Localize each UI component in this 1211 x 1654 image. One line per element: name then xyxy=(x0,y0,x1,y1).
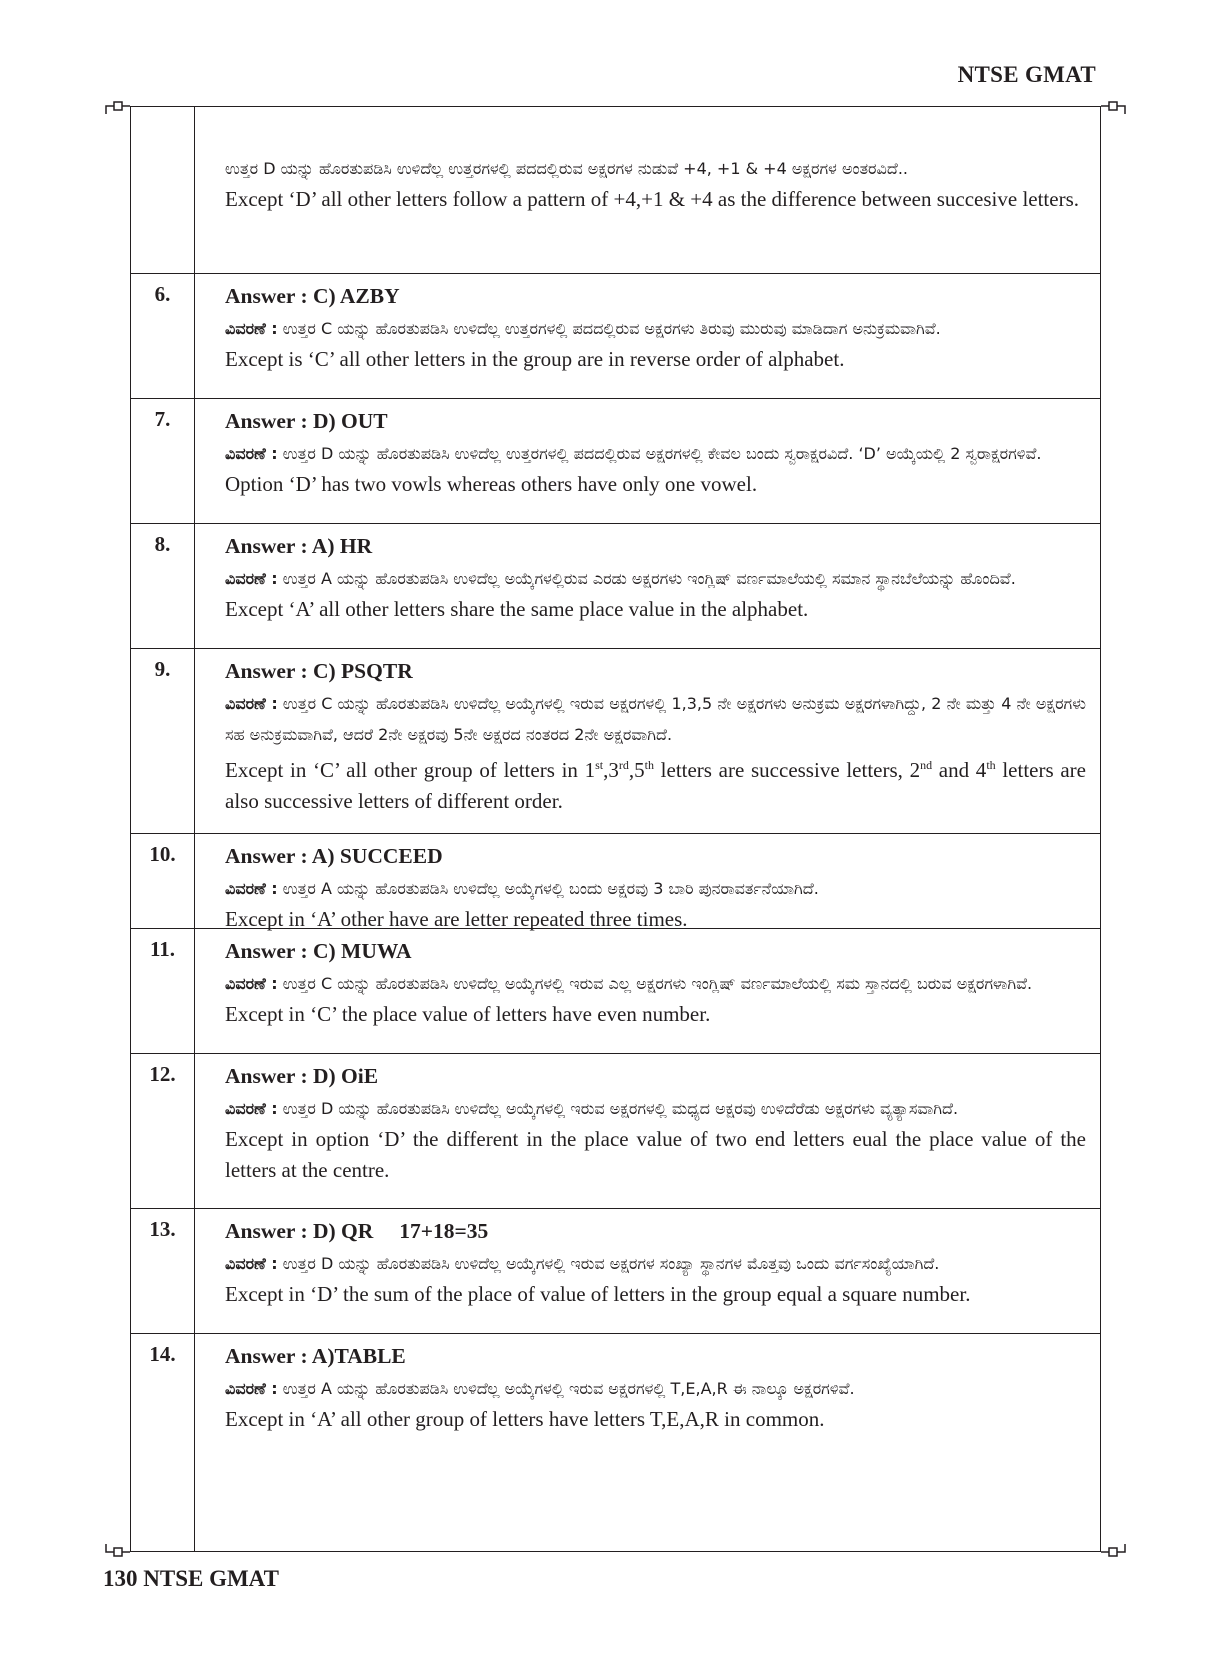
explanation-text: ಉತ್ತರ D ಯನ್ನು ಹೊರತುಪಡಿಸಿ ಉಳಿದೆಲ್ಲ ಅಯ್ಕೆಗಳಲ್ಲಿ ಇರುವ ಅಕ್ಷರಗಳಲ್ಲಿ ಮಧ್ಯದ ಅಕ್ಷರವು ಉಳಿದೆರೆಡು ಅಕ್ಷರಗಳು ವ್ಯತ್ಯಾಸವಾಗಿದೆ. xyxy=(282,1099,959,1118)
text-part: and 4 xyxy=(932,758,987,782)
answer-number: 9. xyxy=(154,657,171,681)
explanation-english xyxy=(225,750,1086,817)
corner-ornament-bottom-right xyxy=(1095,1532,1127,1558)
answer-row-7 xyxy=(131,398,1100,523)
answer-number: 13. xyxy=(149,1217,176,1241)
intro-row xyxy=(131,107,1100,273)
corner-ornament-bottom-left xyxy=(104,1532,136,1558)
explanation-text: ಉತ್ತರ A ಯನ್ನು ಹೊರತುಪಡಿಸಿ ಉಳಿದೆಲ್ಲ ಅಯ್ಕೆಗಳಲ್ಲಿರುವ ಎರಡು ಅಕ್ಷರಗಳು ಇಂಗ್ಲಿಷ್ ವರ್ಣಮಾಲೆಯಲ್ಲಿ ಸಮಾನ ಸ್ಥಾನಬೆಲೆಯನ್ನು ಹೊಂದಿವೆ. xyxy=(282,569,1016,588)
explanation-kannada xyxy=(225,1248,1086,1279)
answer-calculation: 17+18=35 xyxy=(399,1219,489,1243)
superscript: st xyxy=(595,758,604,772)
superscript: nd xyxy=(920,758,933,772)
answer-row-13 xyxy=(131,1208,1100,1333)
page-number: 130 xyxy=(103,1566,138,1591)
explanation-label: ವಿವರಣೆ : xyxy=(225,1379,278,1398)
explanation-kannada xyxy=(225,968,1086,999)
answer-number: 10. xyxy=(149,842,176,866)
answer-number: 6. xyxy=(154,282,171,306)
explanation-text: ಉತ್ತರ A ಯನ್ನು ಹೊರತುಪಡಿಸಿ ಉಳಿದೆಲ್ಲ ಅಯ್ಕೆಗಳಲ್ಲಿ ಇರುವ ಅಕ್ಷರಗಳಲ್ಲಿ T,E,A,R ಈ ನಾಲ್ಕೂ ಅಕ್ಷರಗಳಿವೆ. xyxy=(282,1379,855,1398)
answer-title: Answer : A)TABLE xyxy=(225,1344,406,1368)
answer-table xyxy=(131,107,1100,1458)
page-footer xyxy=(103,1566,279,1592)
intro-english: Except ‘D’ all other letters follow a pattern of +4,+1 & +4 as the difference between succesive letters. xyxy=(225,187,1080,211)
explanation-label: ವಿವರಣೆ : xyxy=(225,694,278,713)
explanation-english: Except in ‘D’ the sum of the place of value of letters in the group equal a square number. xyxy=(225,1282,971,1306)
explanation-text: ಉತ್ತರ A ಯನ್ನು ಹೊರತುಪಡಿಸಿ ಉಳಿದೆಲ್ಲ ಅಯ್ಕೆಗಳಲ್ಲಿ ಬಂದು ಅಕ್ಷರವು 3 ಬಾರಿ ಪುನರಾವರ್ತನೆಯಾಗಿದೆ. xyxy=(282,879,819,898)
explanation-text: ಉತ್ತರ D ಯನ್ನು ಹೊರತುಪಡಿಸಿ ಉಳಿದೆಲ್ಲ ಉತ್ತರಗಳಲ್ಲಿ ಪದದಲ್ಲಿರುವ ಅಕ್ಷರಗಳಲ್ಲಿ ಕೇವಲ ಬಂದು ಸ್ವರಾಕ್ಷರವಿದೆ. ‘D’ ಅಯ್ಕೆಯಲ್ಲಿ 2 ಸ್ವರಾಕ್ಷರಗಳಿವೆ. xyxy=(282,444,1042,463)
answer-title: Answer : C) PSQTR xyxy=(225,659,413,683)
explanation-text: ಉತ್ತರ D ಯನ್ನು ಹೊರತುಪಡಿಸಿ ಉಳಿದೆಲ್ಲ ಅಯ್ಕೆಗಳಲ್ಲಿ ಇರುವ ಅಕ್ಷರಗಳ ಸಂಖ್ಯಾ ಸ್ಥಾನಗಳ ಮೊತ್ತವು ಒಂದು ವರ್ಗಸಂಖ್ಯೆಯಾಗಿದೆ. xyxy=(282,1254,940,1273)
text-part: letters are successive letters, 2 xyxy=(653,758,921,782)
explanation-text: ಉತ್ತರ C ಯನ್ನು ಹೊರತುಪಡಿಸಿ ಉಳಿದೆಲ್ಲ ಅಯ್ಕೆಗಳಲ್ಲಿ ಇರುವ ಎಲ್ಲ ಅಕ್ಷರಗಳು ಇಂಗ್ಲಿಷ್ ವರ್ಣಮಾಲೆಯಲ್ಲಿ ಸಮ ಸ್ತಾನದಲ್ಲಿ ಬರುವ ಅಕ್ಷರಗಳಾಗಿವೆ. xyxy=(282,974,1033,993)
answer-title: Answer : D) OiE xyxy=(225,1064,379,1088)
explanation-label: ವಿವರಣೆ : xyxy=(225,1254,278,1273)
answer-title: Answer : C) MUWA xyxy=(225,939,412,963)
answer-row-8 xyxy=(131,523,1100,648)
explanation-text: ಉತ್ತರ C ಯನ್ನು ಹೊರತುಪಡಿಸಿ ಉಳಿದೆಲ್ಲ ಉತ್ತರಗಳಲ್ಲಿ ಪದದಲ್ಲಿರುವ ಅಕ್ಷರಗಳು ತಿರುವು ಮುರುವು ಮಾಡಿದಾಗ ಅನುಕ್ರಮವಾಗಿವೆ. xyxy=(282,319,941,338)
explanation-english: Option ‘D’ has two vowls whereas others have only one vowel. xyxy=(225,472,758,496)
answer-number: 11. xyxy=(149,937,176,961)
explanation-english: Except is ‘C’ all other letters in the group are in reverse order of alphabet. xyxy=(225,347,845,371)
answer-title xyxy=(225,1215,1086,1248)
explanation-label: ವಿವರಣೆ : xyxy=(225,879,278,898)
explanation-english: Except in option ‘D’ the different in the place value of two end letters eual the place value of the letters at the centre. xyxy=(225,1127,1086,1182)
explanation-english: Except in ‘C’ the place value of letters have even number. xyxy=(225,1002,711,1026)
answer-number: 8. xyxy=(154,532,171,556)
explanation-english: Except in ‘A’ other have are letter repeated three times. xyxy=(225,907,688,931)
answer-row-9 xyxy=(131,648,1100,833)
explanation-kannada xyxy=(225,1373,1086,1404)
explanation-kannada xyxy=(225,688,1086,750)
text-part: ,3 xyxy=(603,758,619,782)
answer-title: Answer : C) AZBY xyxy=(225,284,400,308)
explanation-english: Except ‘A’ all other letters share the same place value in the alphabet. xyxy=(225,597,809,621)
explanation-kannada xyxy=(225,313,1086,344)
superscript: th xyxy=(644,758,654,772)
answer-row-14 xyxy=(131,1333,1100,1458)
explanation-kannada xyxy=(225,438,1086,469)
answer-text: Answer : D) QR xyxy=(225,1219,374,1243)
explanation-kannada xyxy=(225,1093,1086,1124)
explanation-kannada xyxy=(225,563,1086,594)
answer-number: 7. xyxy=(154,407,171,431)
explanation-text: ಉತ್ತರ C ಯನ್ನು ಹೊರತುಪಡಿಸಿ ಉಳಿದೆಲ್ಲ ಅಯ್ಕೆಗಳಲ್ಲಿ ಇರುವ ಅಕ್ಷರಗಳಲ್ಲಿ 1,3,5 ನೇ ಅಕ್ಷರಗಳು ಅನುಕ್ರಮ ಅಕ್ಷರಗಳಾಗಿದ್ದು, 2 ನೇ ಮತ್ತು 4 ನೇ ಅಕ್ಷರಗಳು ಸಹ ಅನುಕ್ರಮವಾಗಿವೆ, ಆದರೆ 2ನೇ ಅಕ್ಷರವು 5ನೇ ಅಕ್ಷರದ ನಂತರದ 2ನೇ ಅಕ್ಷರವಾಗಿದೆ. xyxy=(225,694,1086,744)
explanation-label: ವಿವರಣೆ : xyxy=(225,569,278,588)
text-part: Except in ‘C’ all other group of letters in 1 xyxy=(225,758,596,782)
explanation-english: Except in ‘A’ all other group of letters have letters T,E,A,R in common. xyxy=(225,1407,825,1431)
answer-row-11 xyxy=(131,928,1100,1053)
text-part: letters are also successive letters of different order. xyxy=(225,758,1086,813)
page-header-title: NTSE GMAT xyxy=(957,62,1096,87)
answer-title: Answer : A) SUCCEED xyxy=(225,844,443,868)
explanation-label: ವಿವರಣೆ : xyxy=(225,319,278,338)
explanation-label: ವಿವರಣೆ : xyxy=(225,974,278,993)
footer-title: NTSE GMAT xyxy=(143,1566,279,1591)
intro-kannada: ಉತ್ತರ D ಯನ್ನು ಹೊರತುಪಡಿಸಿ ಉಳಿದೆಲ್ಲ ಉತ್ತರಗಳಲ್ಲಿ ಪದದಲ್ಲಿರುವ ಅಕ್ಷರಗಳ ನುಡುವೆ +4, +1 & +4 ಅಕ್ಷರಗಳ ಅಂತರವಿದೆ.. xyxy=(225,159,908,178)
answer-title: Answer : A) HR xyxy=(225,534,373,558)
superscript: th xyxy=(986,758,996,772)
text-part: ,5 xyxy=(628,758,645,782)
answer-row-12 xyxy=(131,1053,1100,1208)
answer-number: 14. xyxy=(149,1342,176,1366)
answer-row-10 xyxy=(131,833,1100,931)
explanation-kannada xyxy=(225,873,1086,904)
answer-row-6 xyxy=(131,273,1100,398)
answer-title: Answer : D) OUT xyxy=(225,409,388,433)
explanation-label: ವಿವರಣೆ : xyxy=(225,444,278,463)
superscript: rd xyxy=(618,758,629,772)
explanation-label: ವಿವರಣೆ : xyxy=(225,1099,278,1118)
answer-number: 12. xyxy=(149,1062,176,1086)
